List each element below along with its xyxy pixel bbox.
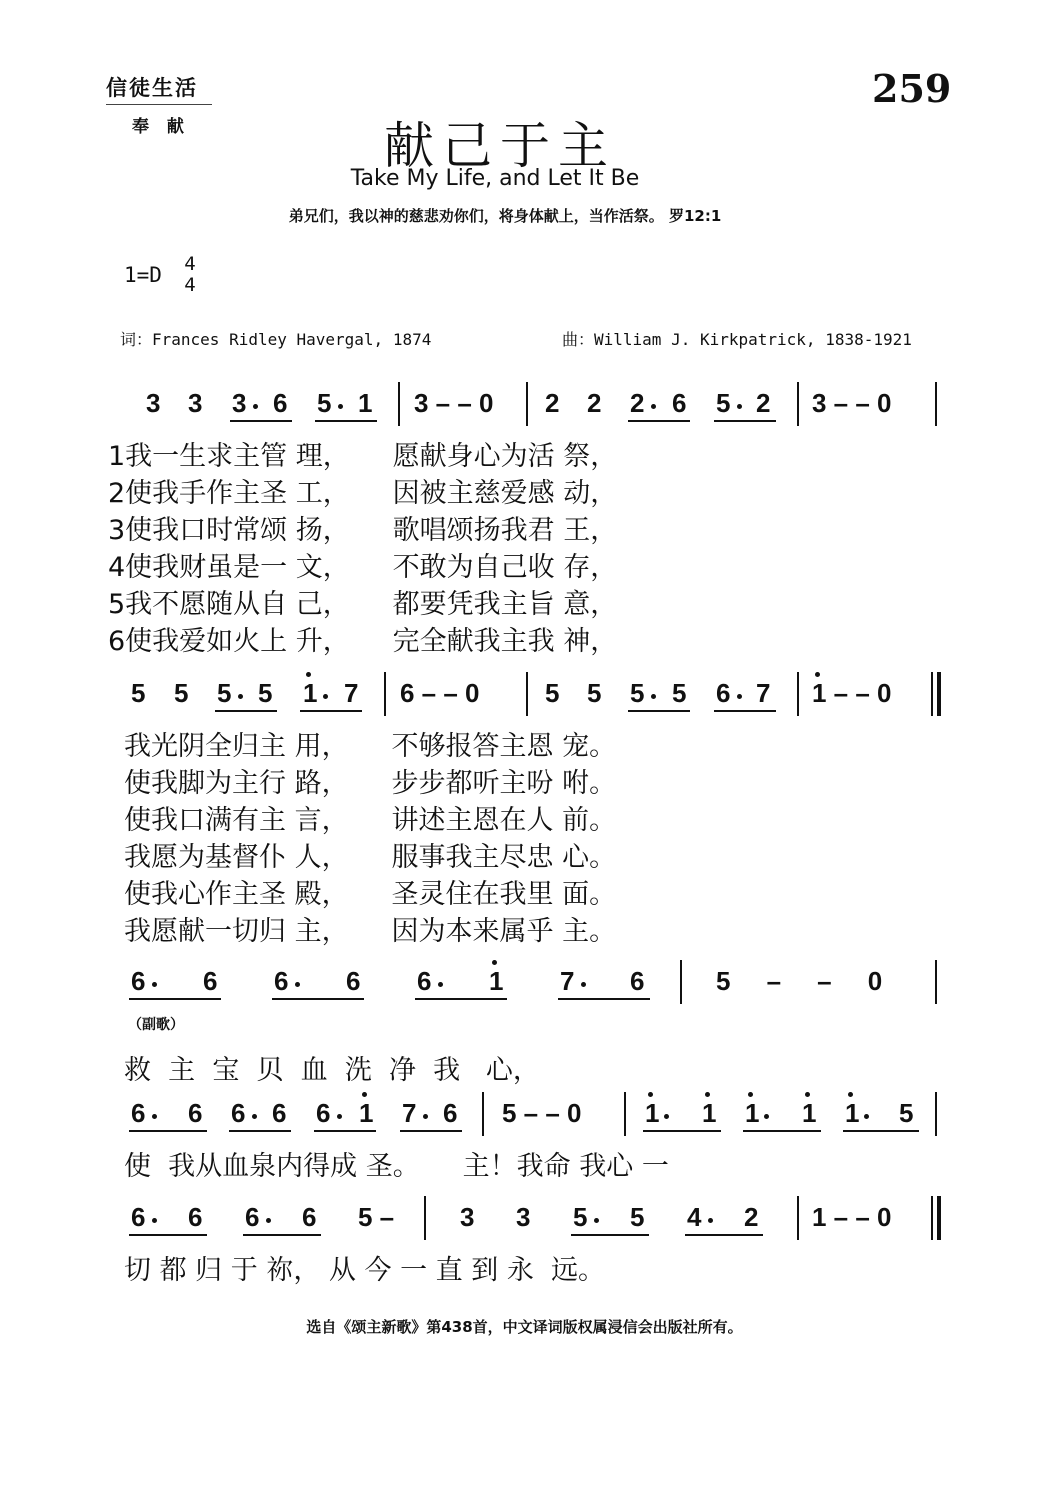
- hymn-number: 259: [872, 66, 952, 111]
- time-signature-bottom: 4: [184, 274, 196, 296]
- dot: [737, 404, 742, 409]
- scripture-verse: 弟兄们，我以神的慈悲劝你们，将身体献上，当作活祭。 罗12:1: [288, 207, 722, 225]
- note: 6: [346, 966, 361, 996]
- note: 6: [417, 966, 432, 996]
- note: 6: [131, 966, 146, 996]
- underline: [743, 1130, 821, 1132]
- note: 2: [744, 1202, 759, 1232]
- note: 5 – – 0: [502, 1098, 582, 1128]
- bar-line: [624, 1092, 626, 1136]
- lyric-line: 使我脚为主行 路， 步步都听主吩 咐。: [124, 768, 617, 799]
- note: 6: [630, 966, 645, 996]
- time-signature: [178, 254, 202, 296]
- note: 5: [131, 678, 146, 708]
- high-dot: [705, 1092, 710, 1097]
- bar-line: [526, 672, 528, 716]
- final-bar-thick: [937, 672, 941, 716]
- music-credit: 曲：William J. Kirkpatrick, 1838-1921: [562, 330, 912, 349]
- bar-line: [384, 672, 386, 716]
- note: 1 – – 0: [812, 678, 892, 708]
- underline: [215, 710, 277, 712]
- high-dot: [815, 672, 820, 677]
- dot: [708, 1218, 713, 1223]
- underline: [558, 998, 650, 1000]
- dot: [337, 1114, 342, 1119]
- chorus-lyric: 切 都 归 于 祢， 从 今 一 直 到 永 远。: [124, 1255, 605, 1286]
- underline: [628, 710, 690, 712]
- dot: [581, 982, 586, 987]
- underline: [129, 998, 221, 1000]
- note: 5: [630, 1202, 645, 1232]
- note: 6: [245, 1202, 260, 1232]
- high-dot: [648, 1092, 653, 1097]
- bar-line: [526, 382, 528, 426]
- underline: [643, 1130, 721, 1132]
- dot: [295, 982, 300, 987]
- dot: [664, 1114, 669, 1119]
- lyric-line: 5我不愿随从自 己， 都要凭我主旨 意，: [108, 589, 618, 620]
- underline: [628, 420, 690, 422]
- note: 6: [302, 1202, 317, 1232]
- bar-line: [797, 1196, 799, 1240]
- dot: [438, 982, 443, 987]
- note: 7: [344, 678, 359, 708]
- note: 6: [131, 1202, 146, 1232]
- lyric-line: 使我口满有主 言， 讲述主恩在人 前。: [124, 805, 617, 836]
- lyric-line: 2使我手作主圣 工， 因被主慈爱感 动，: [108, 478, 618, 509]
- note: 1: [845, 1098, 860, 1128]
- underline: [272, 998, 364, 1000]
- underline: [230, 420, 292, 422]
- note: 5: [716, 388, 731, 418]
- note: 5: [258, 678, 273, 708]
- note: 5: [587, 678, 602, 708]
- high-dot: [306, 672, 311, 677]
- note: 5: [630, 678, 645, 708]
- note: 1: [745, 1098, 760, 1128]
- note: 3: [516, 1202, 531, 1232]
- dot: [651, 694, 656, 699]
- note: 1: [702, 1098, 717, 1128]
- dot: [266, 1218, 271, 1223]
- underline: [300, 710, 362, 712]
- hymn-title: 献己于主: [384, 117, 616, 175]
- copyright-footer: 选自《颂主新歌》第438首，中文译词版权属浸信会出版社所有。: [306, 1318, 743, 1336]
- notation-row-2: [0, 672, 1049, 716]
- bar-line: [935, 960, 937, 1004]
- note: 6: [203, 966, 218, 996]
- dot: [651, 404, 656, 409]
- final-bar-thin: [931, 1196, 933, 1240]
- category-label: 信徒生活: [106, 75, 198, 100]
- note: 1: [802, 1098, 817, 1128]
- underline: [315, 420, 377, 422]
- bar-line: [398, 382, 400, 426]
- note: 6: [131, 1098, 146, 1128]
- high-dot: [492, 960, 497, 965]
- note: 6: [273, 388, 288, 418]
- lyric-line: 1我一生求主管 理， 愿献身心为活 祭，: [108, 441, 618, 472]
- note: 2: [587, 388, 602, 418]
- dot: [238, 694, 243, 699]
- note: 2: [545, 388, 560, 418]
- underline: [400, 1130, 462, 1132]
- key-signature: 1=D: [124, 263, 162, 287]
- lyric-line: 4使我财虽是一 文， 不敢为自己收 存，: [108, 552, 618, 583]
- underline: [714, 710, 776, 712]
- dot: [864, 1114, 869, 1119]
- bar-line: [482, 1092, 484, 1136]
- note: 5: [545, 678, 560, 708]
- dot: [152, 1114, 157, 1119]
- note: 3: [146, 388, 161, 418]
- credits: [120, 327, 940, 350]
- note: 6: [188, 1202, 203, 1232]
- underline: [415, 998, 507, 1000]
- underline: [314, 1130, 376, 1132]
- note: 7: [402, 1098, 417, 1128]
- final-bar-thick: [937, 1196, 941, 1240]
- notation-row-3: [0, 960, 1049, 1004]
- underline: [129, 1130, 207, 1132]
- notation-row-4: [0, 1092, 1049, 1136]
- underline: [129, 1234, 207, 1236]
- dot: [152, 1218, 157, 1223]
- bar-line: [935, 1092, 937, 1136]
- bar-line: [424, 1196, 426, 1240]
- note: 1: [359, 1098, 374, 1128]
- note: 4: [687, 1202, 702, 1232]
- note: 1: [303, 678, 318, 708]
- note: 7: [560, 966, 575, 996]
- note: 3: [460, 1202, 475, 1232]
- note: 3: [232, 388, 247, 418]
- dot: [423, 1114, 428, 1119]
- words-credit: 词：Frances Ridley Havergal, 1874: [120, 330, 432, 349]
- note: 6: [672, 388, 687, 418]
- bar-line: [797, 382, 799, 426]
- final-bar-thin: [931, 672, 933, 716]
- chorus-lyric: 使 我从血泉内得成 圣。 主！我命 我心 一: [124, 1151, 669, 1182]
- note: 6: [272, 1098, 287, 1128]
- note: 6: [274, 966, 289, 996]
- underline: [229, 1130, 291, 1132]
- dot: [338, 404, 343, 409]
- high-dot: [748, 1092, 753, 1097]
- note: 2: [630, 388, 645, 418]
- dot: [253, 404, 258, 409]
- lyric-line: 6使我爱如火上 升， 完全献我主我 神，: [108, 626, 618, 657]
- note: 6: [188, 1098, 203, 1128]
- note: 1 – – 0: [812, 1202, 892, 1232]
- dot: [252, 1114, 257, 1119]
- dot: [594, 1218, 599, 1223]
- note: 5 – – 0: [716, 966, 883, 996]
- dot: [323, 694, 328, 699]
- note: 6 – – 0: [400, 678, 480, 708]
- note: 6: [316, 1098, 331, 1128]
- note: 6: [716, 678, 731, 708]
- note: 5: [573, 1202, 588, 1232]
- chorus-lyric: 救 主 宝 贝 血 洗 净 我 心，: [124, 1055, 540, 1086]
- note: 3: [188, 388, 203, 418]
- underline: [685, 1234, 763, 1236]
- dot: [152, 982, 157, 987]
- chorus-label: （副歌）: [128, 1017, 184, 1033]
- lyric-line: 3使我口时常颂 扬， 歌唱颂扬我君 王，: [108, 515, 618, 546]
- note: 5: [899, 1098, 914, 1128]
- notation-row-5: [0, 1196, 1049, 1240]
- time-signature-top: 4: [184, 253, 196, 275]
- high-dot: [848, 1092, 853, 1097]
- bar-line: [680, 960, 682, 1004]
- note: 1: [489, 966, 504, 996]
- note: 3 – – 0: [414, 388, 494, 418]
- note: 5: [317, 388, 332, 418]
- subcategory-label: 奉 献: [132, 117, 190, 137]
- high-dot: [805, 1092, 810, 1097]
- note: 2: [756, 388, 771, 418]
- lyric-line: 使我心作主圣 殿， 圣灵住在我里 面。: [124, 879, 617, 910]
- lyric-line: 我愿为基督仆 人， 服事我主尽忠 心。: [124, 842, 617, 873]
- underline: [571, 1234, 649, 1236]
- note: 5: [672, 678, 687, 708]
- underline: [243, 1234, 321, 1236]
- high-dot: [362, 1092, 367, 1097]
- note: 5: [174, 678, 189, 708]
- bar-line: [935, 382, 937, 426]
- note: 3 – – 0: [812, 388, 892, 418]
- note: 5: [217, 678, 232, 708]
- bar-line: [797, 672, 799, 716]
- dot: [764, 1114, 769, 1119]
- note: 7: [756, 678, 771, 708]
- lyric-line: 我愿献一切归 主， 因为本来属乎 主。: [124, 916, 617, 947]
- english-title: Take My Life, and Let It Be: [350, 166, 640, 191]
- note: 1: [358, 388, 373, 418]
- note: 6: [231, 1098, 246, 1128]
- note: 6: [443, 1098, 458, 1128]
- lyric-line: 我光阴全归主 用， 不够报答主恩 宠。: [124, 731, 617, 762]
- category-divider: [106, 104, 212, 105]
- dot: [737, 694, 742, 699]
- underline: [843, 1130, 919, 1132]
- note: 1: [645, 1098, 660, 1128]
- underline: [714, 420, 776, 422]
- note: 5 –: [358, 1202, 395, 1232]
- notation-row-1: [0, 382, 1049, 426]
